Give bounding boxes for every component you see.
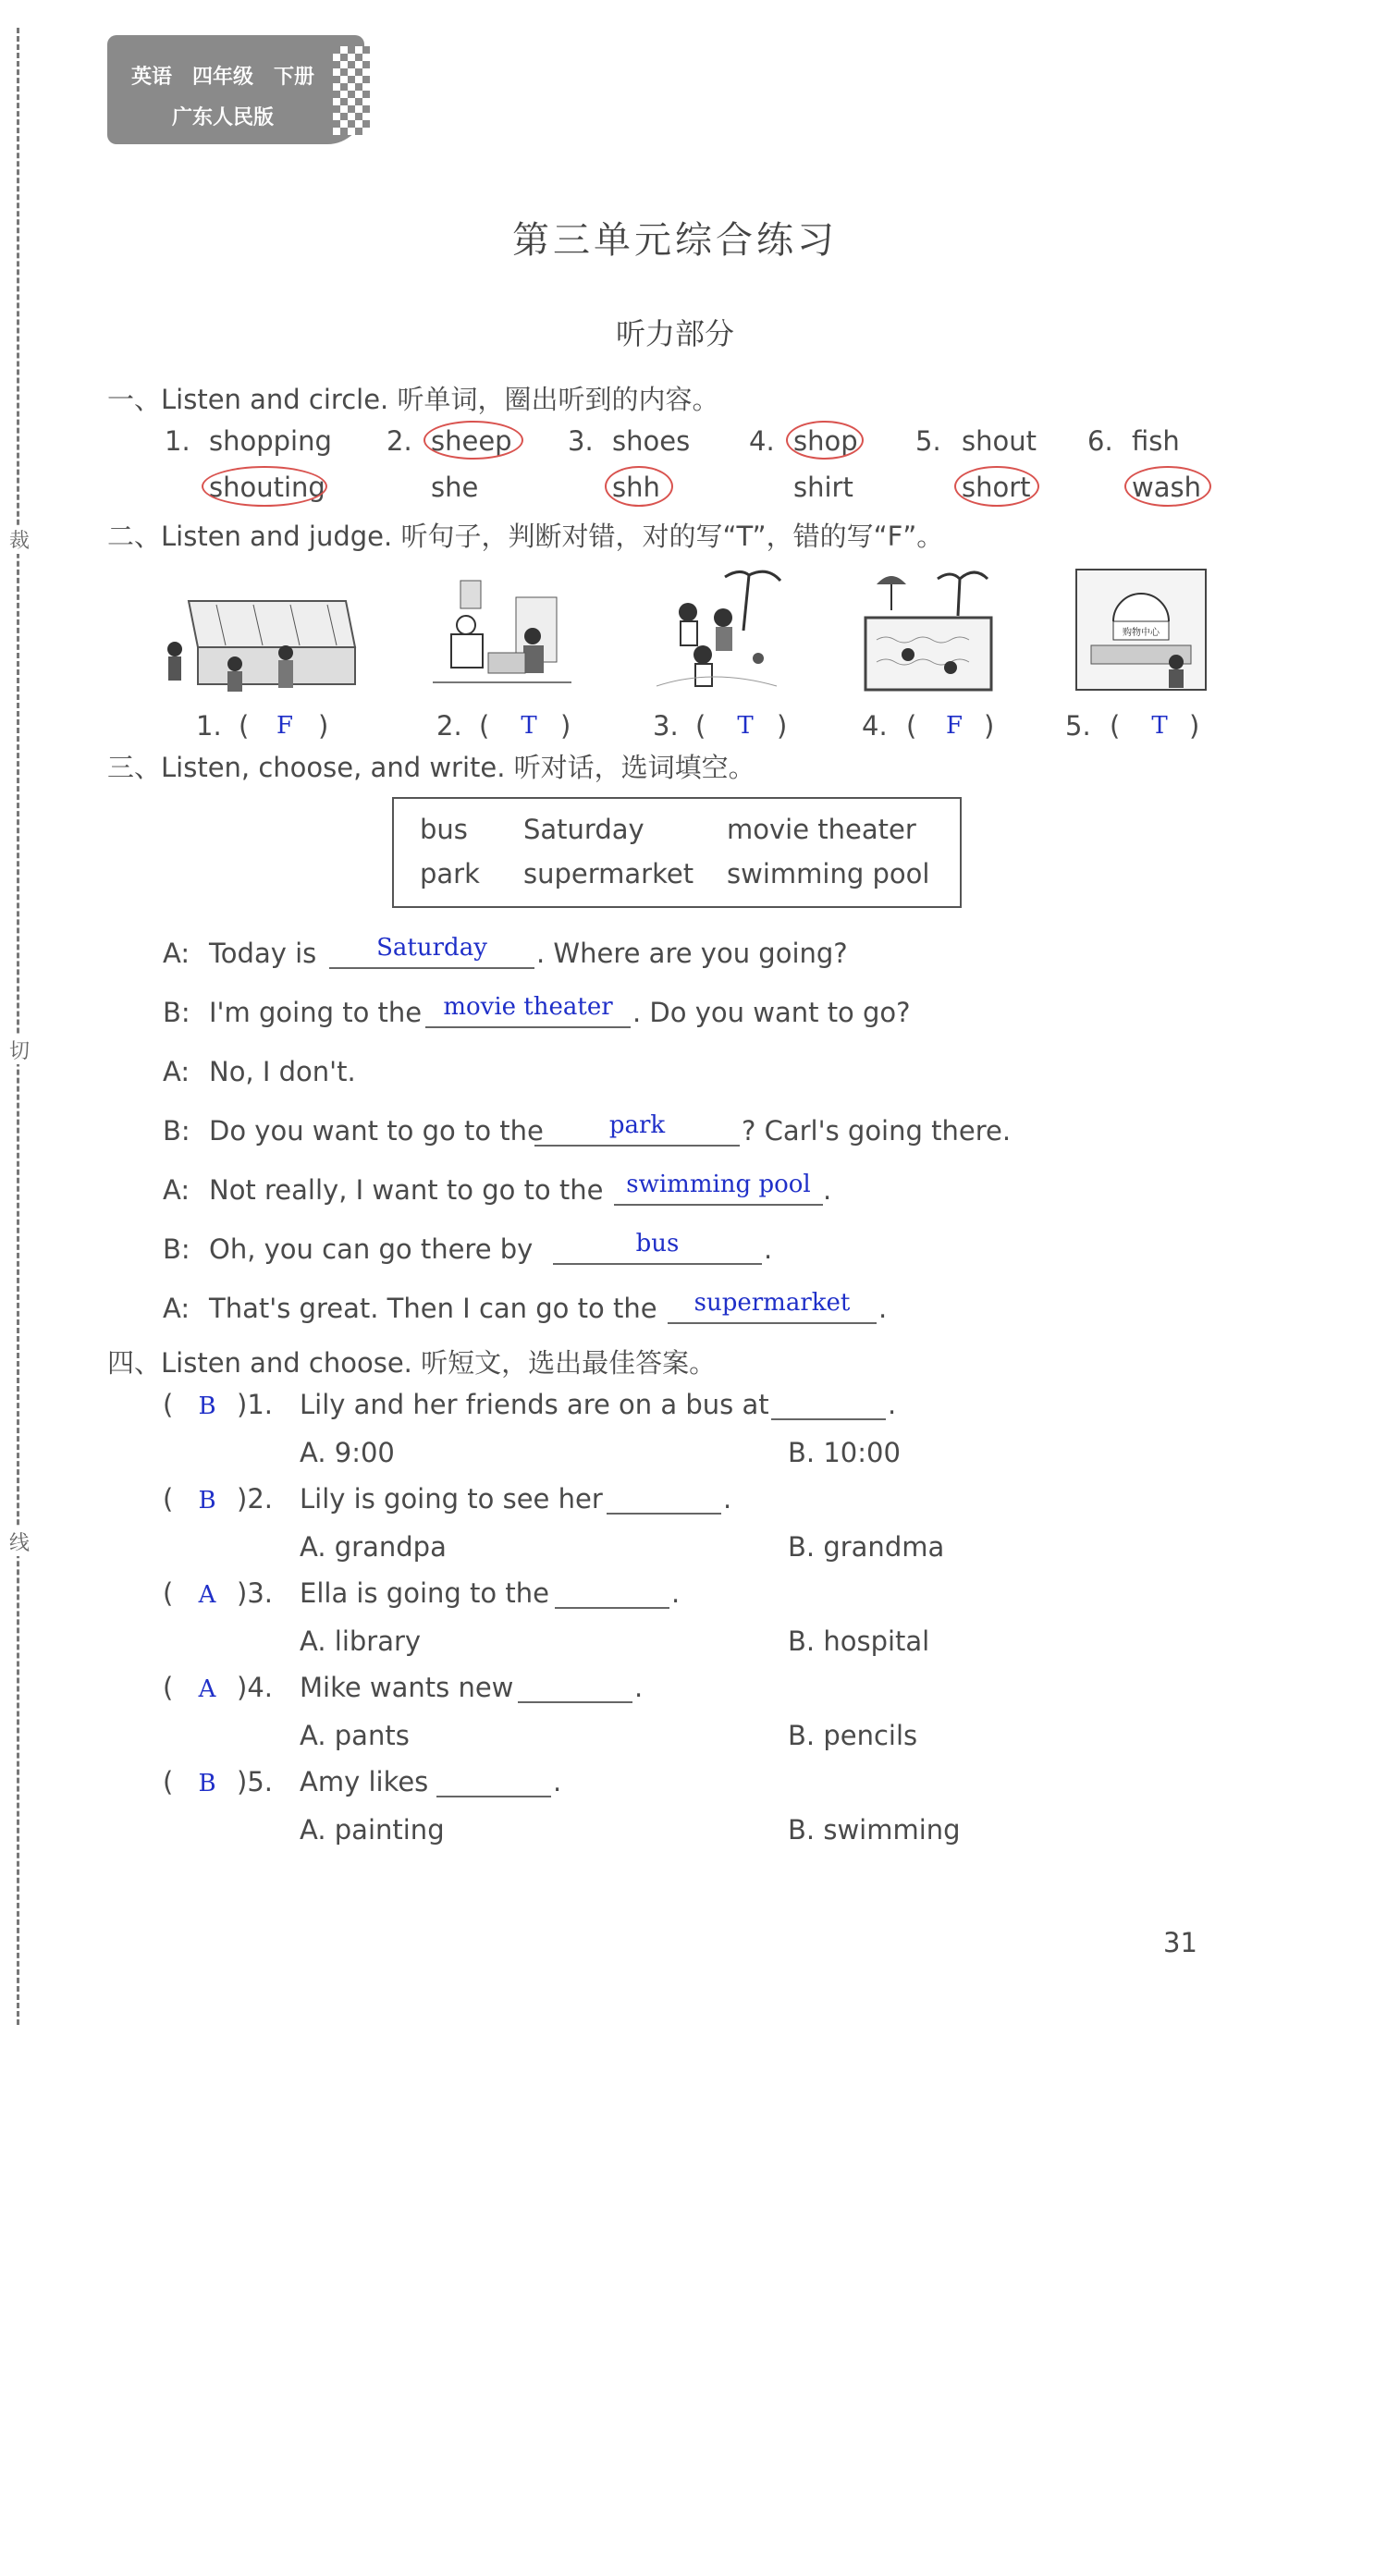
question-text: Amy likes bbox=[300, 1766, 429, 1797]
question-number: )1. bbox=[237, 1389, 273, 1420]
answer-text: bus bbox=[635, 1230, 680, 1257]
banner-line-1: 英语 四年级 下册 bbox=[130, 66, 314, 89]
judge-number: 3. bbox=[653, 710, 679, 742]
word-top: shopping bbox=[209, 425, 332, 457]
judge-number: 1. bbox=[196, 710, 222, 742]
question-end: . bbox=[671, 1577, 681, 1609]
item-number: 6. bbox=[1087, 425, 1113, 457]
line-text-before: Today is bbox=[209, 938, 317, 969]
word-bottom: shh bbox=[612, 472, 660, 503]
line-text-after: . bbox=[764, 1233, 773, 1265]
open-paren: ( bbox=[479, 710, 490, 742]
speaker: A: bbox=[163, 1174, 190, 1206]
word-bottom: she bbox=[431, 472, 479, 503]
speaker: A: bbox=[163, 1293, 190, 1324]
judge-answer: T bbox=[521, 712, 537, 740]
option-b: B. hospital bbox=[788, 1625, 930, 1657]
answer-text: supermarket bbox=[694, 1289, 851, 1317]
line-text-before: That's great. Then I can go to the bbox=[209, 1293, 657, 1324]
item-number: 3. bbox=[568, 425, 594, 457]
checker-decoration bbox=[333, 46, 370, 135]
page-number: 31 bbox=[1163, 1927, 1197, 1958]
close-paren: ) bbox=[318, 710, 329, 742]
open-paren: ( bbox=[163, 1766, 174, 1797]
open-paren: ( bbox=[906, 710, 917, 742]
word-option: bus bbox=[420, 814, 468, 845]
option-a: A. grandpa bbox=[300, 1531, 447, 1563]
page-title: 第三单元综合练习 bbox=[512, 219, 838, 262]
answer-text: Saturday bbox=[376, 934, 487, 962]
shop-sign-text: 购物中心 bbox=[1123, 628, 1160, 638]
answer-text: park bbox=[608, 1111, 666, 1139]
question-blank bbox=[555, 1607, 669, 1609]
word-option: park bbox=[420, 858, 480, 889]
question-blank bbox=[436, 1796, 551, 1797]
judge-number: 5. bbox=[1065, 710, 1091, 742]
answer-blank bbox=[425, 1026, 631, 1028]
supermarket-shelves-picture bbox=[161, 592, 366, 693]
line-text-after: . bbox=[823, 1174, 832, 1206]
speaker: A: bbox=[163, 1056, 190, 1087]
answer-circle bbox=[786, 421, 864, 460]
line-text-before: Do you want to go to the bbox=[209, 1115, 544, 1147]
speaker: B: bbox=[163, 997, 190, 1028]
speaker: B: bbox=[163, 1115, 190, 1147]
judge-number: 4. bbox=[862, 710, 888, 742]
option-a: A. 9:00 bbox=[300, 1437, 395, 1468]
choice-answer: B bbox=[198, 1487, 216, 1515]
choice-answer: B bbox=[198, 1392, 216, 1420]
line-text-before: Not really, I want to go to the bbox=[209, 1174, 604, 1206]
answer-blank bbox=[668, 1322, 877, 1324]
part2-heading: 二、Listen and judge. 听句子，判断对错，对的写“T”，错的写“F”。 bbox=[107, 521, 944, 552]
close-paren: ) bbox=[777, 710, 788, 742]
line-text-after: . Where are you going? bbox=[536, 938, 848, 969]
option-a: A. pants bbox=[300, 1720, 410, 1751]
speaker: A: bbox=[163, 938, 190, 969]
cut-char-2: 切 bbox=[9, 1036, 30, 1064]
speaker: B: bbox=[163, 1233, 190, 1265]
banner-line-2: 广东人民版 bbox=[171, 106, 274, 129]
open-paren: ( bbox=[163, 1483, 174, 1515]
word-option: movie theater bbox=[727, 814, 916, 845]
option-b: B. pencils bbox=[788, 1720, 918, 1751]
answer-blank bbox=[329, 967, 534, 969]
choice-answer: A bbox=[198, 1675, 216, 1703]
word-bottom: wash bbox=[1132, 472, 1201, 503]
close-paren: ) bbox=[984, 710, 995, 742]
judge-answer: T bbox=[737, 712, 754, 740]
word-option: Saturday bbox=[523, 814, 644, 845]
question-end: . bbox=[634, 1672, 644, 1703]
close-paren: ) bbox=[560, 710, 571, 742]
judge-answer: T bbox=[1151, 712, 1168, 740]
shopping-center-picture bbox=[1073, 566, 1211, 695]
question-end: . bbox=[723, 1483, 732, 1515]
word-top: shout bbox=[962, 425, 1037, 457]
doctor-patient-picture bbox=[433, 579, 571, 693]
answer-circle bbox=[605, 466, 673, 507]
item-number: 5. bbox=[915, 425, 941, 457]
word-option: swimming pool bbox=[727, 858, 930, 889]
open-paren: ( bbox=[239, 710, 250, 742]
word-bottom: short bbox=[962, 472, 1031, 503]
line-text-after: . Do you want to go? bbox=[632, 997, 911, 1028]
answer-circle bbox=[202, 466, 327, 507]
answer-circle bbox=[1124, 466, 1211, 507]
open-paren: ( bbox=[1110, 710, 1121, 742]
question-number: )5. bbox=[237, 1766, 273, 1797]
question-blank bbox=[771, 1418, 886, 1420]
answer-text: movie theater bbox=[443, 993, 613, 1021]
part3-heading: 三、Listen, choose, and write. 听对话，选词填空。 bbox=[107, 752, 755, 783]
word-bottom: shirt bbox=[793, 472, 853, 503]
question-number: )3. bbox=[237, 1577, 273, 1609]
book-banner bbox=[107, 35, 364, 144]
question-text: Mike wants new bbox=[300, 1672, 514, 1703]
option-b: B. swimming bbox=[788, 1814, 961, 1846]
open-paren: ( bbox=[163, 1672, 174, 1703]
choice-answer: A bbox=[198, 1581, 216, 1609]
swimming-pool-picture bbox=[858, 566, 997, 695]
section-subtitle: 听力部分 bbox=[615, 316, 734, 351]
question-text: Lily and her friends are on a bus at bbox=[300, 1389, 769, 1420]
word-top: sheep bbox=[431, 425, 512, 457]
answer-circle bbox=[954, 466, 1039, 507]
cut-char-3: 线 bbox=[9, 1527, 30, 1556]
answer-text: swimming pool bbox=[626, 1171, 811, 1198]
line-text-before: Oh, you can go there by bbox=[209, 1233, 534, 1265]
part1-heading: 一、Listen and circle. 听单词，圈出听到的内容。 bbox=[107, 384, 719, 415]
close-paren: ) bbox=[1189, 710, 1200, 742]
item-number: 4. bbox=[749, 425, 775, 457]
answer-blank bbox=[534, 1145, 740, 1147]
line-text-after: . bbox=[878, 1293, 888, 1324]
item-number: 2. bbox=[387, 425, 412, 457]
question-text: Lily is going to see her bbox=[300, 1483, 603, 1515]
line-text-before: No, I don't. bbox=[209, 1056, 356, 1087]
children-playing-picture bbox=[647, 566, 786, 695]
question-number: )2. bbox=[237, 1483, 273, 1515]
judge-answer: F bbox=[945, 712, 964, 740]
word-bottom: shouting bbox=[209, 472, 325, 503]
option-a: A. library bbox=[300, 1625, 422, 1657]
choice-answer: B bbox=[198, 1770, 216, 1797]
option-b: B. 10:00 bbox=[788, 1437, 901, 1468]
answer-blank bbox=[553, 1263, 762, 1265]
word-top: shoes bbox=[612, 425, 691, 457]
line-text-before: I'm going to the bbox=[209, 997, 423, 1028]
part4-heading: 四、Listen and choose. 听短文，选出最佳答案。 bbox=[107, 1347, 717, 1379]
word-option: supermarket bbox=[523, 858, 694, 889]
option-b: B. grandma bbox=[788, 1531, 945, 1563]
question-number: )4. bbox=[237, 1672, 273, 1703]
open-paren: ( bbox=[163, 1577, 174, 1609]
word-top: fish bbox=[1132, 425, 1180, 457]
question-blank bbox=[607, 1513, 721, 1515]
word-top: shop bbox=[793, 425, 858, 457]
judge-number: 2. bbox=[436, 710, 462, 742]
question-end: . bbox=[553, 1766, 562, 1797]
line-text-after: ? Carl's going there. bbox=[742, 1115, 1012, 1147]
open-paren: ( bbox=[695, 710, 706, 742]
question-blank bbox=[518, 1701, 632, 1703]
question-end: . bbox=[888, 1389, 897, 1420]
question-text: Ella is going to the bbox=[300, 1577, 549, 1609]
answer-blank bbox=[614, 1204, 823, 1206]
item-number: 1. bbox=[165, 425, 190, 457]
judge-answer: F bbox=[276, 712, 294, 740]
option-a: A. painting bbox=[300, 1814, 445, 1846]
cut-char-1: 裁 bbox=[9, 525, 30, 554]
answer-circle bbox=[423, 421, 523, 460]
open-paren: ( bbox=[163, 1389, 174, 1420]
